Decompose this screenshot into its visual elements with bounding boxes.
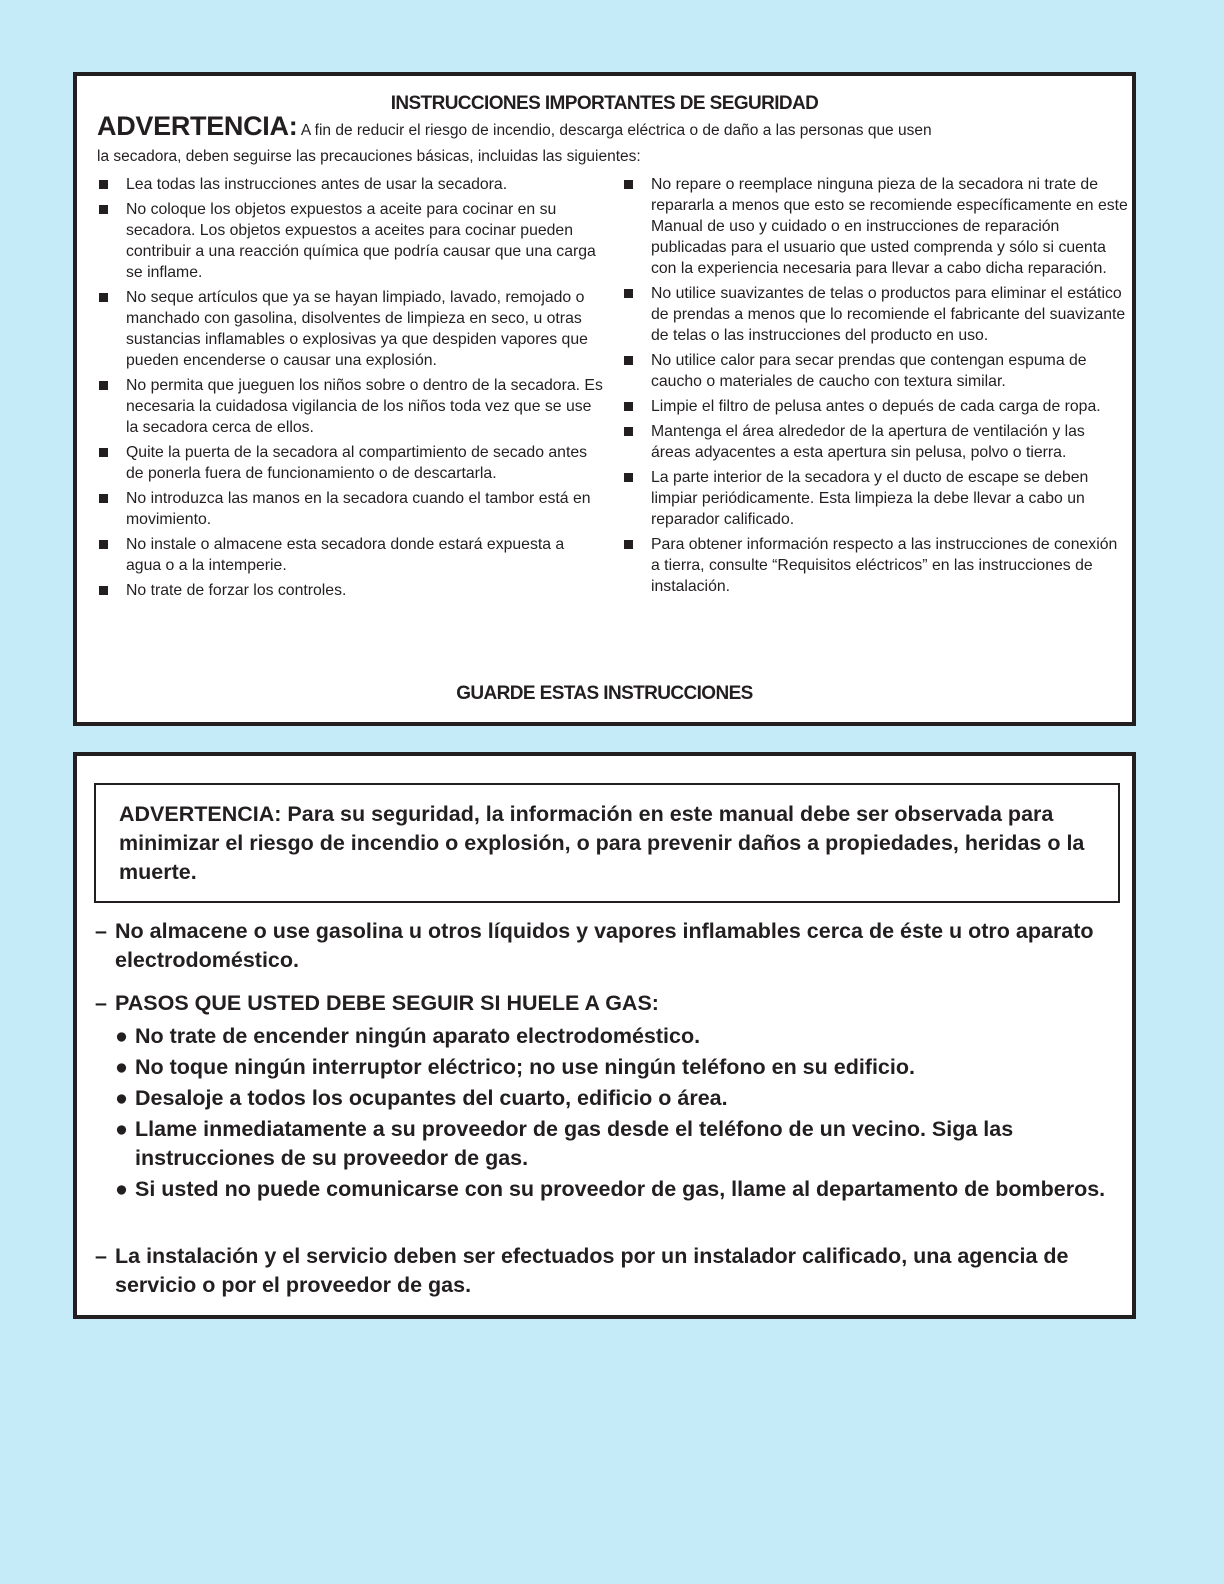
right-precautions-list <box>623 174 1128 601</box>
round-bullet-icon: ● <box>115 1086 128 1110</box>
list-item: No instale o almacene esta secadora donde estará expuesta a agua o a la intemperie. <box>98 534 603 576</box>
left-precautions-list <box>98 174 603 605</box>
square-bullet-icon <box>99 293 108 302</box>
dash-bullet-icon: – <box>95 919 107 943</box>
square-bullet-icon <box>99 448 108 457</box>
square-bullet-icon <box>99 494 108 503</box>
list-item: No utilice calor para secar prendas que contengan espuma de caucho o materiales de caucho con textura similar. <box>623 350 1128 392</box>
square-bullet-icon <box>99 381 108 390</box>
list-item: ● Si usted no puede comunicarse con su proveedor de gas, llame al departamento de bomberos. <box>95 1175 1125 1204</box>
gas-steps-list <box>95 1022 1125 1204</box>
safety-instructions-box <box>73 72 1136 726</box>
list-item: No repare o reemplace ninguna pieza de la secadora ni trate de repararla a menos que esto se recomiende específicamente en este Manual de uso y cuidado o en instrucciones de reparación publicadas para el usuario que usted comprenda y sólo si cuenta con la experiencia necesaria para llevar a cabo dicha reparación. <box>623 174 1128 279</box>
square-bullet-icon <box>624 180 633 189</box>
gas-item-installation: – La instalación y el servicio deben ser efectuados por un instalador calificado, una agencia de servicio o por el proveedor de gas. <box>95 1244 1069 1297</box>
square-bullet-icon <box>99 180 108 189</box>
list-item: ● No toque ningún interruptor eléctrico; no use ningún teléfono en su edificio. <box>95 1053 1125 1082</box>
list-item: No permita que jueguen los niños sobre o dentro de la secadora. Es necesaria la cuidadosa vigilancia de los niños toda vez que se use la secadora cerca de ellos. <box>98 375 603 438</box>
list-item: Mantenga el área alrededor de la apertura de ventilación y las áreas adyacentes a esta apertura sin pelusa, polvo o tierra. <box>623 421 1128 463</box>
gas-warning-statement: ADVERTENCIA: Para su seguridad, la información en este manual debe ser observada para minimizar el riesgo de incendio o explosión, o para prevenir daños a propiedades, heridas o la muerte. <box>94 783 1120 903</box>
list-item: Lea todas las instrucciones antes de usar la secadora. <box>98 174 603 195</box>
list-item: No introduzca las manos en la secadora cuando el tambor está en movimiento. <box>98 488 603 530</box>
list-item: No coloque los objetos expuestos a aceite para cocinar en su secadora. Los objetos expuestos a aceites para cocinar pueden contribuir a una reacción química que podría causar que una carga se inflame. <box>98 199 603 283</box>
safety-footer: GUARDE ESTAS INSTRUCCIONES <box>456 683 753 704</box>
list-item: ● Desaloje a todos los ocupantes del cuarto, edificio o área. <box>95 1084 1125 1113</box>
list-item: Limpie el filtro de pelusa antes o depués de cada carga de ropa. <box>623 396 1128 417</box>
list-item: Para obtener información respecto a las instrucciones de conexión a tierra, consulte “Requisitos eléctricos” en las instrucciones de instalación. <box>623 534 1128 597</box>
intro-line-1: A fin de reducir el riesgo de incendio, descarga eléctrica o de daño a las personas que usen <box>300 122 932 139</box>
list-item: ● Llame inmediatamente a su proveedor de gas desde el teléfono de un vecino. Siga las instrucciones de su proveedor de gas. <box>115 1117 1014 1170</box>
list-item: La parte interior de la secadora y el ducto de escape se deben limpiar periódicamente. Esta limpieza la debe llevar a cabo un reparador calificado. <box>623 467 1128 530</box>
square-bullet-icon <box>99 540 108 549</box>
square-bullet-icon <box>624 402 633 411</box>
list-item: ● No trate de encender ningún aparato electrodoméstico. <box>95 1022 1125 1051</box>
square-bullet-icon <box>624 473 633 482</box>
square-bullet-icon <box>624 540 633 549</box>
intro-line-2: la secadora, deben seguirse las precauciones básicas, incluidas las siguientes: <box>97 148 641 165</box>
round-bullet-icon: ● <box>115 1055 128 1079</box>
list-item: Quite la puerta de la secadora al compartimiento de secado antes de ponerla fuera de funcionamiento o de descartarla. <box>98 442 603 484</box>
square-bullet-icon <box>99 586 108 595</box>
list-item: No seque artículos que ya se hayan limpiado, lavado, remojado o manchado con gasolina, disolventes de limpieza en seco, u otras sustancias inflamables o explosivas ya que despiden vapores que pueden encenderse o causar una explosión. <box>98 287 603 371</box>
list-item: No utilice suavizantes de telas o productos para eliminar el estático de prendas a menos que lo recomiende el fabricante del suavizante de telas o las instrucciones del producto en uso. <box>623 283 1128 346</box>
round-bullet-icon: ● <box>115 1177 128 1201</box>
steps-heading: PASOS QUE USTED DEBE SEGUIR SI HUELE A GAS: <box>115 991 659 1015</box>
square-bullet-icon <box>99 205 108 214</box>
gas-warning-box <box>73 752 1136 1319</box>
square-bullet-icon <box>624 427 633 436</box>
square-bullet-icon <box>624 356 633 365</box>
safety-title: INSTRUCCIONES IMPORTANTES DE SEGURIDAD <box>390 93 819 114</box>
warning-word: ADVERTENCIA: <box>97 111 298 141</box>
list-item: No trate de forzar los controles. <box>98 580 603 601</box>
square-bullet-icon <box>624 289 633 298</box>
round-bullet-icon: ● <box>115 1117 128 1141</box>
gas-item-steps <box>95 989 1125 1206</box>
dash-bullet-icon: – <box>95 1244 107 1268</box>
dash-bullet-icon: – <box>95 991 107 1015</box>
safety-intro <box>97 111 1117 167</box>
gas-item-storage: – No almacene o use gasolina u otros líquidos y vapores inflamables cerca de éste u otro aparato electrodoméstico. <box>95 919 1094 972</box>
round-bullet-icon: ● <box>115 1024 128 1048</box>
